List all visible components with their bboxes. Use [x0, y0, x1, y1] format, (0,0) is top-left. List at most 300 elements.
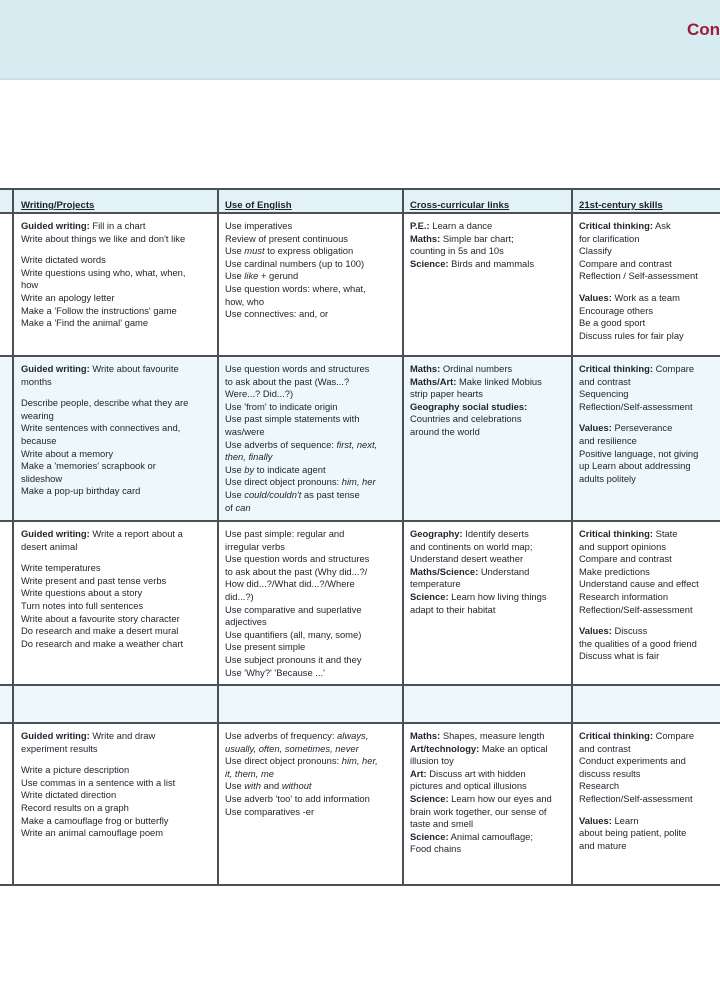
cell-line	[579, 330, 720, 343]
text-segment: Shapes, measure length	[440, 730, 545, 741]
table-row	[0, 214, 720, 357]
text-segment: him, her,	[341, 755, 378, 767]
table-header-cell	[571, 190, 720, 212]
cell-line	[21, 802, 213, 815]
cell-line	[225, 755, 400, 768]
cell-line	[225, 426, 400, 439]
cell-line	[21, 376, 213, 389]
cell-line	[579, 401, 720, 414]
cell-line	[410, 245, 569, 258]
cell-line	[410, 220, 569, 233]
text-segment: Countries and celebrations	[410, 413, 522, 425]
header-21st-century-skills: 21st-century skills	[579, 200, 663, 211]
text-segment: slideshow	[21, 472, 63, 484]
cell-line	[410, 258, 569, 271]
text-segment: can	[235, 501, 251, 513]
text-segment: Make predictions	[579, 565, 650, 577]
text-segment: Write an apology letter	[21, 291, 115, 303]
cell-line	[579, 376, 720, 389]
text-segment: Research	[579, 780, 620, 792]
text-segment: Compare	[652, 730, 695, 741]
text-segment: experiment results	[21, 742, 98, 754]
cell-line	[225, 528, 400, 541]
text-segment: always,	[337, 730, 369, 741]
cell-line	[225, 233, 400, 246]
bold-label: Maths:	[410, 730, 441, 741]
cell-line	[225, 654, 400, 667]
cell-line	[225, 363, 400, 376]
cell-line	[579, 388, 720, 401]
text-segment: Write a picture description	[21, 764, 130, 776]
header-use-of-english: Use of English	[225, 200, 292, 211]
cell-line	[410, 528, 569, 541]
text-segment: Reflection / Self-assessment	[579, 270, 698, 282]
text-segment: counting in 5s and 10s	[410, 245, 504, 257]
bold-label: Maths/Art:	[410, 375, 457, 387]
text-segment: Write temperatures	[21, 562, 101, 574]
text-segment: Use question words: where, what,	[225, 282, 366, 294]
cross-curricular-cell	[402, 686, 573, 722]
line-spacer	[579, 616, 720, 625]
cell-line	[579, 625, 720, 638]
cell-line	[579, 755, 720, 768]
text-segment: Reflection/Self-assessment	[579, 792, 693, 804]
text-segment: Describe people, describe what they are	[21, 397, 189, 409]
text-segment: Do research and make a weather chart	[21, 637, 184, 649]
bold-label: P.E.:	[410, 220, 430, 231]
cell-line	[225, 283, 400, 296]
cell-line	[410, 831, 569, 844]
text-segment: Use question words and structures	[225, 553, 370, 565]
cell-line	[579, 553, 720, 566]
text-segment: because	[21, 434, 57, 446]
skills-cell	[571, 214, 720, 355]
bold-label: Values:	[579, 422, 612, 434]
text-segment: illusion toy	[410, 755, 454, 767]
writing-projects-cell	[12, 214, 219, 355]
cell-line	[579, 743, 720, 756]
text-segment: Sequencing	[579, 388, 629, 400]
cell-line	[225, 806, 400, 819]
text-segment: Use adverbs of sequence:	[225, 438, 337, 450]
text-segment: Review of present continuous	[225, 232, 348, 244]
text-segment: Use	[225, 245, 245, 257]
text-segment: and	[260, 780, 282, 792]
text-segment: Write a report about a	[89, 528, 183, 539]
cell-line	[579, 793, 720, 806]
text-segment: Write present and past tense verbs	[21, 574, 167, 586]
cell-line	[225, 604, 400, 617]
text-segment: Use comparatives -er	[225, 805, 315, 817]
cell-line	[21, 600, 213, 613]
text-segment: Use direct object pronouns:	[225, 476, 342, 488]
cell-line	[225, 553, 400, 566]
cell-line	[225, 270, 400, 283]
cell-line	[579, 270, 720, 283]
text-segment: Write questions about a story	[21, 587, 143, 599]
text-segment: Discuss	[611, 625, 648, 637]
use-of-english-cell	[217, 686, 404, 722]
bold-label: Maths/Science:	[410, 565, 479, 577]
text-segment: then, finally	[225, 451, 273, 463]
cell-line	[225, 258, 400, 271]
bold-label: Science:	[410, 257, 449, 269]
cell-line	[21, 422, 213, 435]
cell-line	[579, 292, 720, 305]
cell-line	[21, 764, 213, 777]
text-segment: Were...? Did...?)	[225, 388, 294, 400]
cell-line	[410, 233, 569, 246]
bold-label: Art/technology:	[410, 742, 480, 754]
text-segment: Use connectives: and, or	[225, 308, 329, 320]
cell-line	[225, 730, 400, 743]
text-segment: Use cardinal numbers (up to 100)	[225, 257, 365, 269]
text-segment: of	[225, 501, 236, 513]
cell-line	[579, 780, 720, 793]
text-segment: Compare	[652, 363, 695, 374]
text-segment: and continents on world map;	[410, 540, 533, 552]
text-segment: first, next,	[336, 438, 378, 450]
text-segment: Use 'from' to indicate origin	[225, 400, 338, 412]
text-segment: Write and draw	[89, 730, 156, 741]
cell-line	[225, 502, 400, 515]
cell-line	[21, 435, 213, 448]
bold-label: Maths:	[410, 232, 441, 244]
bold-label: Values:	[579, 625, 612, 637]
bold-label: Geography social studies:	[410, 400, 528, 412]
cell-line	[21, 743, 213, 756]
text-segment: Do research and make a desert mural	[21, 625, 179, 637]
cell-line	[21, 613, 213, 626]
text-segment: Fill in a chart	[89, 220, 146, 231]
skills-cell	[571, 357, 720, 520]
cell-line	[21, 254, 213, 267]
text-segment: about being patient, polite	[579, 827, 687, 839]
text-segment: Use imperatives	[225, 220, 293, 231]
text-segment: Make a 'Follow the instructions' game	[21, 304, 177, 316]
text-segment: Write about a memory	[21, 447, 114, 459]
text-segment: to ask about the past (Was...?	[225, 375, 350, 387]
text-segment: Discuss what is fair	[579, 650, 660, 662]
text-segment: Learn how living things	[448, 590, 547, 602]
text-segment: adapt to their habitat	[410, 603, 496, 615]
text-segment: + gerund	[258, 270, 299, 282]
text-segment: wearing	[21, 409, 54, 421]
cell-line	[579, 768, 720, 781]
text-segment: Understand desert weather	[410, 553, 524, 565]
text-segment: Write about favourite	[89, 363, 179, 374]
cell-line	[579, 650, 720, 663]
text-segment: with	[244, 780, 261, 792]
table-row	[0, 522, 720, 686]
text-segment: Work as a team	[611, 291, 680, 303]
text-segment: Reflection/Self-assessment	[579, 400, 693, 412]
text-segment: Use adverb 'too' to add information	[225, 792, 370, 804]
text-segment: must	[244, 245, 265, 257]
skills-cell	[571, 724, 720, 884]
cell-line	[410, 730, 569, 743]
bold-label: Science:	[410, 830, 449, 842]
bold-label: Guided writing:	[21, 220, 90, 231]
text-segment: for clarification	[579, 232, 640, 244]
text-segment: Use commas in a sentence with a list	[21, 776, 176, 788]
cell-line	[410, 578, 569, 591]
bold-label: Science:	[410, 590, 449, 602]
cell-line	[579, 528, 720, 541]
cell-line	[410, 591, 569, 604]
cell-line	[21, 485, 213, 498]
writing-projects-cell	[12, 724, 219, 884]
bold-label: Maths:	[410, 363, 441, 374]
cell-line	[579, 317, 720, 330]
cell-line	[410, 755, 569, 768]
text-segment: temperature	[410, 578, 461, 590]
page-header-banner	[0, 0, 720, 80]
cell-line	[410, 780, 569, 793]
text-segment: it, them, me	[225, 767, 274, 779]
table-header-cell	[12, 190, 219, 212]
text-segment: taste and smell	[410, 818, 474, 830]
cell-line	[410, 541, 569, 554]
text-segment: Research information	[579, 590, 669, 602]
writing-projects-cell	[12, 522, 219, 684]
cell-line	[225, 566, 400, 579]
line-spacer	[579, 413, 720, 422]
text-segment: up Learn about addressing	[579, 460, 691, 472]
cell-line	[225, 780, 400, 793]
text-segment: Learn	[611, 814, 639, 826]
text-segment: to ask about the past (Why did...?/	[225, 565, 368, 577]
cell-line	[579, 258, 720, 271]
table-row	[0, 357, 720, 522]
cell-line	[225, 768, 400, 781]
text-segment: Animal camouflage;	[448, 830, 533, 842]
header-writing-projects: Writing/Projects	[21, 200, 95, 211]
cell-line	[579, 422, 720, 435]
text-segment: how, who	[225, 295, 265, 307]
text-segment: discuss results	[579, 767, 641, 779]
text-segment: Use	[225, 270, 245, 282]
text-segment: by	[244, 463, 255, 475]
cell-line	[225, 489, 400, 502]
text-segment: Birds and mammals	[448, 257, 535, 269]
text-segment: Ordinal numbers	[440, 363, 513, 374]
text-segment: Use past simple statements with	[225, 413, 360, 425]
text-segment: brain work together, our sense of	[410, 805, 547, 817]
use-of-english-cell	[217, 724, 404, 884]
cell-line	[579, 233, 720, 246]
text-segment: Reflection/Self-assessment	[579, 603, 693, 615]
text-segment: adjectives	[225, 616, 267, 628]
cell-line	[579, 541, 720, 554]
cell-line	[21, 317, 213, 330]
cell-line	[21, 587, 213, 600]
cell-line	[410, 401, 569, 414]
cell-line	[21, 279, 213, 292]
cell-line	[225, 401, 400, 414]
bold-label: Guided writing:	[21, 363, 90, 374]
skills-cell	[571, 686, 720, 722]
cell-line	[225, 793, 400, 806]
text-segment: Make a 'memories' scrapbook or	[21, 460, 156, 472]
cell-line	[579, 815, 720, 828]
cell-line	[225, 629, 400, 642]
bold-label: Values:	[579, 814, 612, 826]
text-segment: and support opinions	[579, 540, 667, 552]
cell-line	[225, 376, 400, 389]
cell-line	[21, 460, 213, 473]
cell-line	[410, 363, 569, 376]
cell-line	[225, 308, 400, 321]
cross-curricular-cell	[402, 357, 573, 520]
bold-label: Values:	[579, 291, 612, 303]
text-segment: Use	[225, 463, 245, 475]
cell-line	[579, 827, 720, 840]
cell-line	[21, 473, 213, 486]
text-segment: around the world	[410, 425, 480, 437]
text-segment: Write about things we like and don't like	[21, 232, 186, 244]
text-segment: Use adverbs of frequency:	[225, 730, 338, 741]
text-segment: usually, often, sometimes, never	[225, 742, 359, 754]
text-segment: Write dictated words	[21, 254, 106, 266]
cell-line	[579, 638, 720, 651]
text-segment: how	[21, 279, 39, 291]
text-segment: and mature	[579, 839, 627, 851]
cell-line	[410, 553, 569, 566]
cell-line	[579, 604, 720, 617]
cell-line	[410, 566, 569, 579]
table-header-cell	[402, 190, 573, 212]
text-segment: Use present simple	[225, 641, 306, 653]
text-segment: Food chains	[410, 843, 462, 855]
text-segment: desert animal	[21, 540, 78, 552]
text-segment: without	[281, 780, 312, 792]
table-header-row	[0, 190, 720, 214]
text-segment: pictures and optical illusions	[410, 780, 527, 792]
bold-label: Critical thinking:	[579, 363, 653, 374]
cell-line	[225, 439, 400, 452]
cell-line	[21, 562, 213, 575]
text-segment: Positive language, not giving	[579, 447, 699, 459]
text-segment: Encourage others	[579, 304, 654, 316]
cell-line	[579, 840, 720, 853]
use-of-english-cell	[217, 522, 404, 684]
cell-line	[21, 267, 213, 280]
text-segment: Write an animal camouflage poem	[21, 827, 164, 839]
cell-line	[21, 410, 213, 423]
text-segment: Make a 'Find the animal' game	[21, 317, 149, 329]
line-spacer	[21, 755, 213, 764]
writing-projects-cell	[12, 357, 219, 520]
text-segment: Perseverance	[611, 422, 673, 434]
table-row	[0, 686, 720, 724]
text-segment: Write sentences with connectives and,	[21, 422, 181, 434]
cell-line	[225, 591, 400, 604]
text-segment: Make linked Mobius	[456, 375, 542, 387]
text-segment: like	[244, 270, 259, 282]
cell-line	[21, 815, 213, 828]
text-segment: State	[652, 528, 678, 539]
cell-line	[21, 528, 213, 541]
text-segment: Use question words and structures	[225, 363, 370, 374]
text-segment: Use comparative and superlative	[225, 603, 362, 615]
line-spacer	[21, 245, 213, 254]
text-segment: as past tense	[301, 488, 360, 500]
text-segment: Write questions using who, what, when,	[21, 266, 186, 278]
bold-label: Guided writing:	[21, 528, 90, 539]
use-of-english-cell	[217, 357, 404, 520]
cell-line	[410, 843, 569, 856]
text-segment: Record results on a graph	[21, 801, 129, 813]
line-spacer	[21, 553, 213, 562]
cell-line	[225, 743, 400, 756]
bold-label: Art:	[410, 767, 427, 779]
cell-line	[410, 388, 569, 401]
line-spacer	[579, 283, 720, 292]
text-segment: Discuss art with hidden	[426, 767, 526, 779]
text-segment: Use past simple: regular and	[225, 528, 345, 539]
use-of-english-cell	[217, 214, 404, 355]
bold-label: Guided writing:	[21, 730, 90, 741]
cell-line	[21, 730, 213, 743]
cell-line	[21, 448, 213, 461]
text-segment: Understand	[478, 565, 530, 577]
cell-line	[225, 641, 400, 654]
cell-line	[21, 827, 213, 840]
cell-line	[579, 730, 720, 743]
text-segment: Use 'Why?' 'Because ...'	[225, 666, 325, 678]
cell-line	[21, 638, 213, 651]
text-segment: Write dictated direction	[21, 789, 117, 801]
cell-line	[225, 464, 400, 477]
cell-line	[410, 806, 569, 819]
cell-line	[579, 578, 720, 591]
cell-line	[579, 220, 720, 233]
cell-line	[410, 604, 569, 617]
text-segment: Compare and contrast	[579, 257, 672, 269]
header-cross-curricular-links: Cross-curricular links	[410, 200, 510, 211]
cell-line	[579, 435, 720, 448]
text-segment: Be a good sport	[579, 317, 646, 329]
text-segment: Conduct experiments and	[579, 755, 686, 767]
text-segment: Simple bar chart;	[440, 232, 514, 244]
curriculum-table	[0, 188, 720, 886]
cell-line	[21, 233, 213, 246]
cell-line	[579, 460, 720, 473]
cell-line	[579, 305, 720, 318]
text-segment: Use	[225, 780, 245, 792]
text-segment: months	[21, 375, 52, 387]
cell-line	[410, 426, 569, 439]
text-segment: Use quantifiers (all, many, some)	[225, 628, 362, 640]
text-segment: Make a camouflage frog or butterfly	[21, 814, 169, 826]
text-segment: Use	[225, 488, 245, 500]
text-segment: did...?)	[225, 590, 254, 602]
cell-line	[225, 578, 400, 591]
cell-line	[410, 376, 569, 389]
text-segment: adults politely	[579, 472, 636, 484]
skills-cell	[571, 522, 720, 684]
cell-line	[579, 591, 720, 604]
cell-line	[579, 245, 720, 258]
text-segment: Identify deserts	[462, 528, 529, 539]
text-segment: Understand cause and effect	[579, 578, 699, 590]
text-segment: to express obligation	[264, 245, 354, 257]
text-segment: to indicate agent	[254, 463, 326, 475]
text-segment: Compare and contrast	[579, 553, 672, 565]
cell-line	[225, 413, 400, 426]
cell-line	[225, 541, 400, 554]
